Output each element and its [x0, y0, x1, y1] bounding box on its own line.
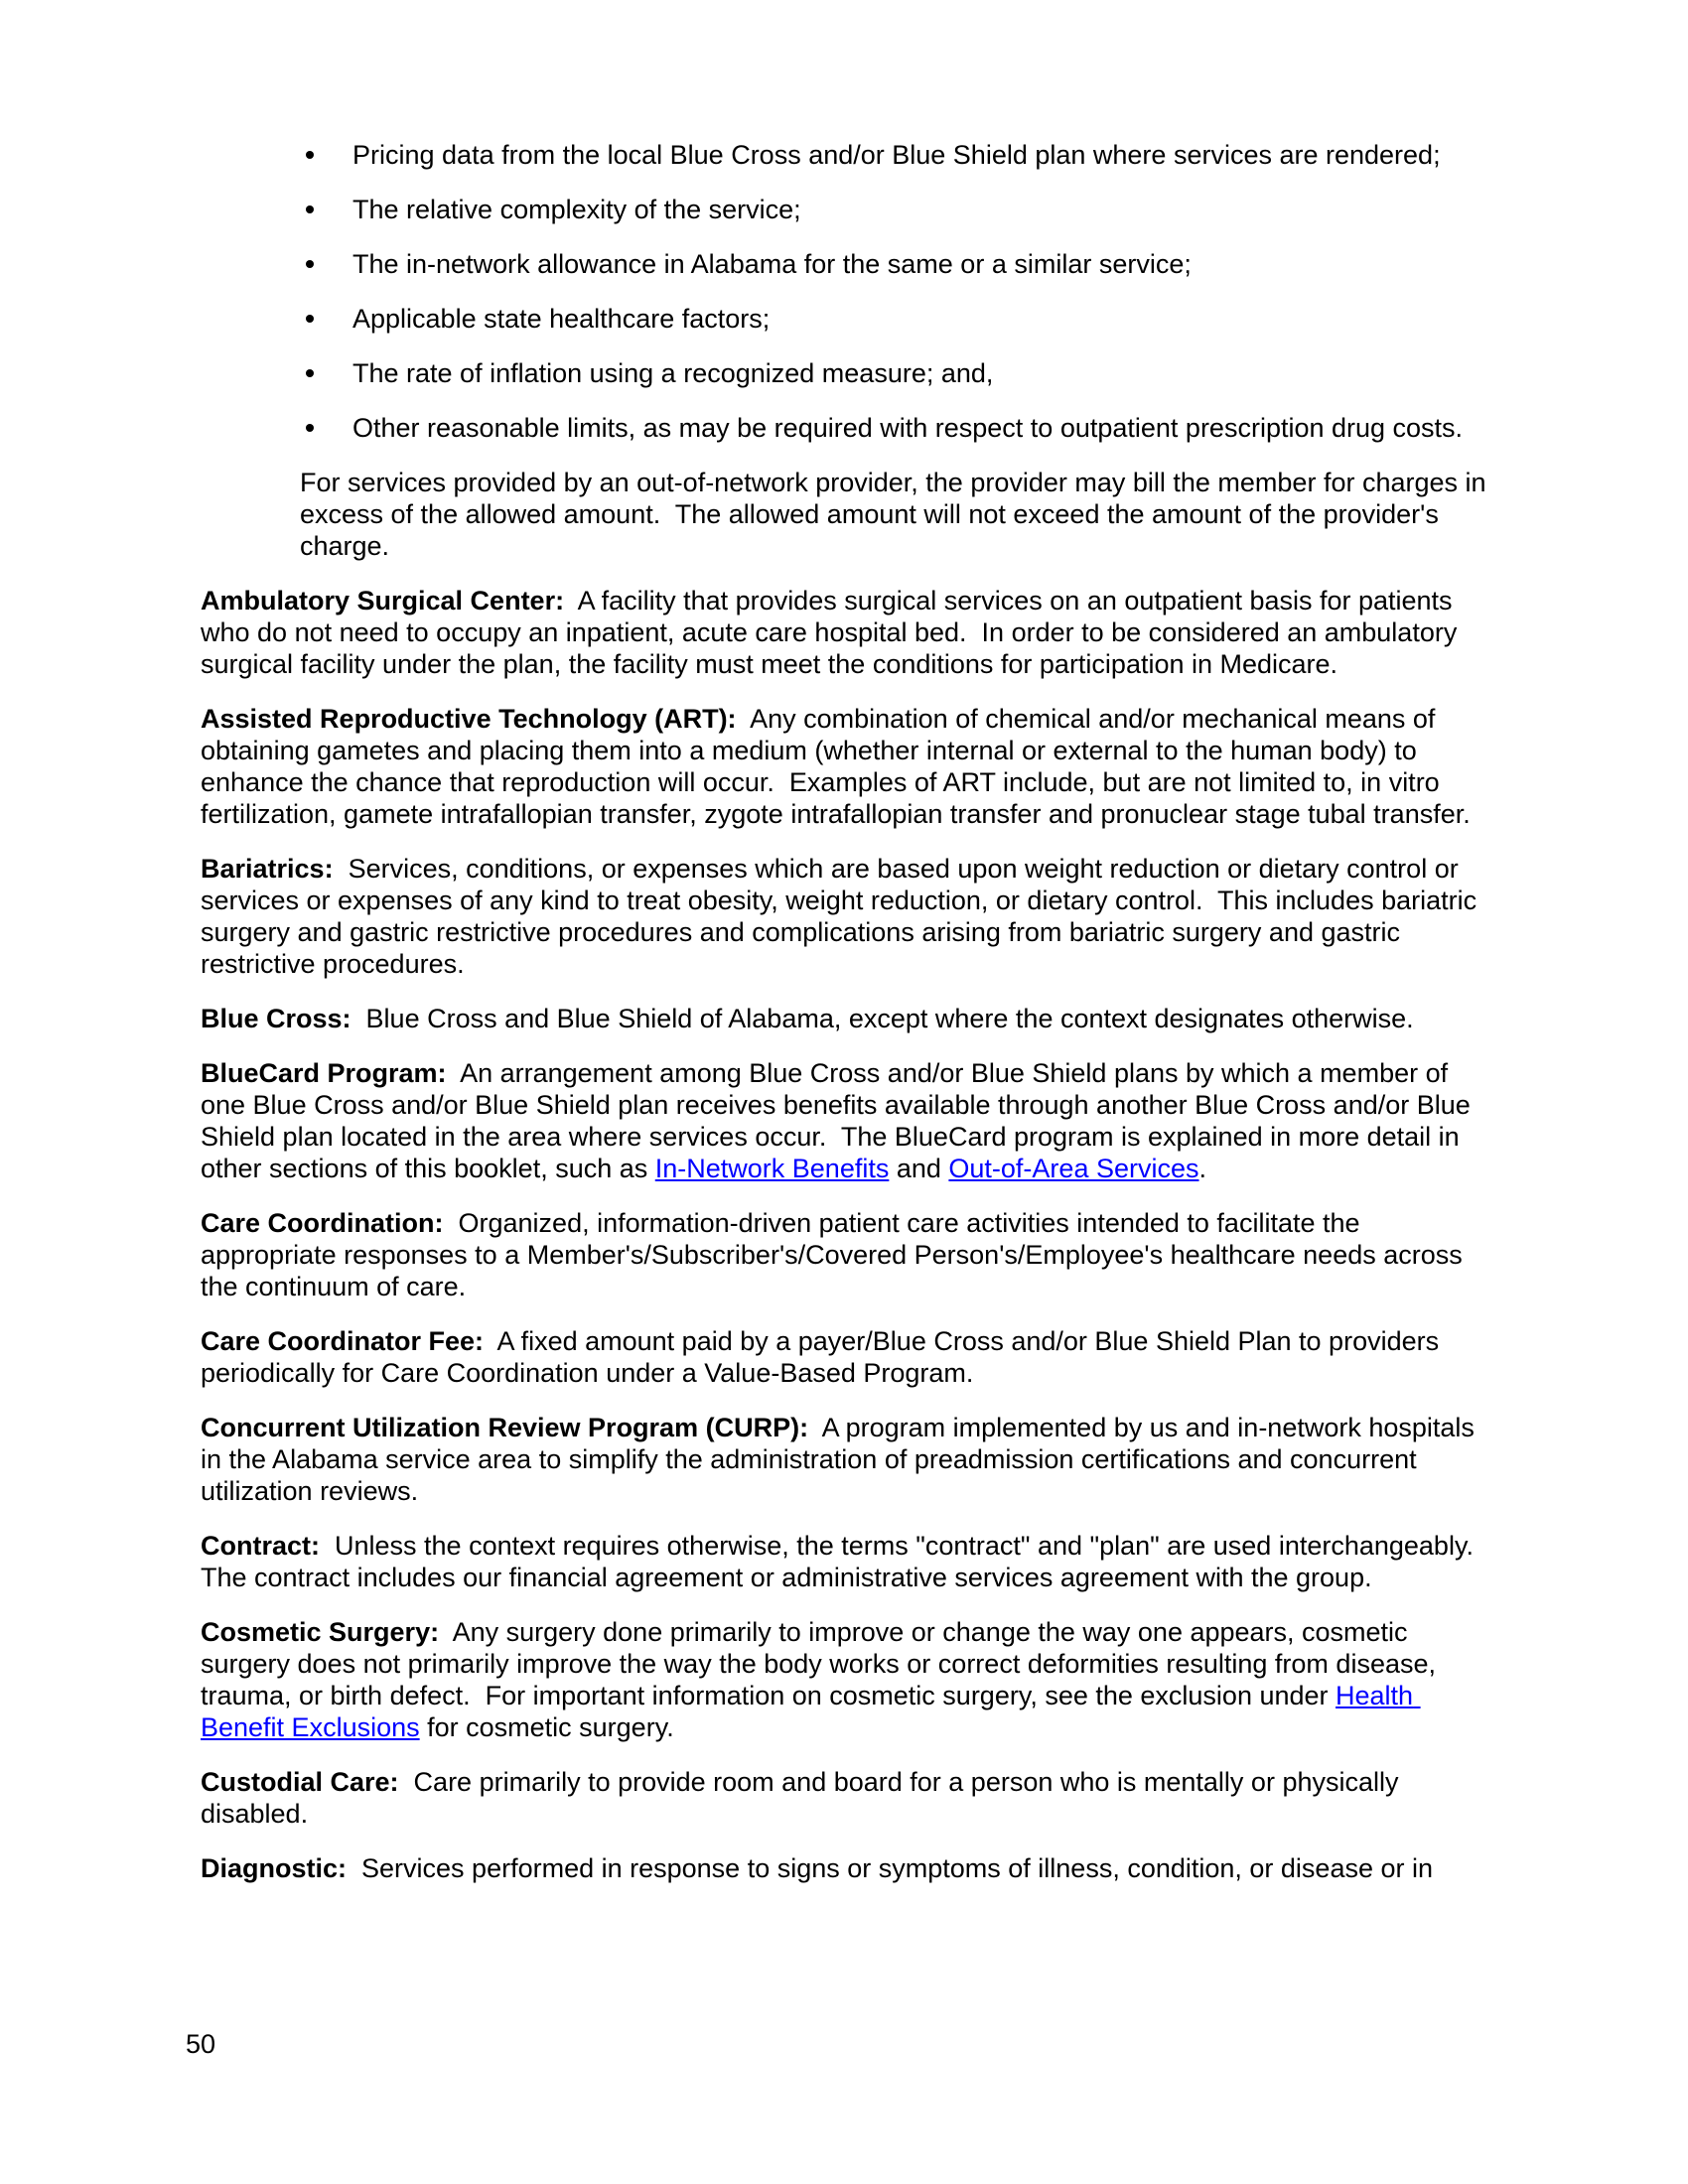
definition-paragraph [201, 1616, 1491, 1743]
definition-paragraph [201, 1325, 1491, 1389]
definition-term: Diagnostic: [201, 1853, 348, 1883]
definition-paragraph [201, 1852, 1491, 1884]
bullet-text: Pricing data from the local Blue Cross and/or Blue Shield plan where services are rendered; [352, 140, 1441, 170]
definition-paragraph [201, 1412, 1491, 1507]
definition-term: Contract: [201, 1531, 320, 1561]
bullet-icon [306, 369, 314, 377]
definition-paragraph [201, 1530, 1491, 1593]
definition-text: A facility that provides surgical services on an outpatient basis for patients who do not need to occupy an inpatient, acute care hospital bed. In order to be considered an ambulatory surgical facility under the plan, the facility must meet the conditions for participation in Medicare. [201, 586, 1465, 679]
definition-text: Any surgery done primarily to improve or change the way one appears, cosmetic surgery does not primarily improve the way the body works or correct deformities resulting from disease, trauma, or birth defect. For important information on cosmetic surgery, see the exclusion under [201, 1617, 1444, 1710]
definition-term: Assisted Reproductive Technology (ART): [201, 704, 737, 734]
in-network-benefits-link[interactable]: In-Network Benefits [654, 1154, 890, 1183]
definition-term: Concurrent Utilization Review Program (CURP): [201, 1413, 809, 1442]
bullet-item [306, 194, 1491, 225]
bullet-icon [306, 260, 314, 268]
bullet-item [306, 357, 1491, 389]
bullet-icon [306, 205, 314, 213]
definition-paragraph [201, 585, 1491, 680]
page-number: 50 [186, 2029, 216, 2059]
definition-paragraph [201, 853, 1491, 980]
definition-term: Blue Cross: [201, 1004, 352, 1033]
bullet-item [306, 412, 1491, 444]
bullet-text: Applicable state healthcare factors; [352, 304, 771, 334]
bullet-text: Other reasonable limits, as may be required with respect to outpatient prescription drug costs. [352, 413, 1464, 443]
definition-paragraph [201, 1207, 1491, 1302]
definition-term: Care Coordinator Fee: [201, 1326, 485, 1356]
definition-text: for cosmetic surgery. [419, 1712, 674, 1742]
definition-text: Services performed in response to signs or symptoms of illness, condition, or disease or in [347, 1853, 1434, 1883]
definition-term: Bariatrics: [201, 854, 334, 884]
definition-text: Services, conditions, or expenses which are based upon weight reduction or dietary control or services or expenses of any kind to treat obesity, weight reduction, or dietary control. This includes bariatric surgery and gastric restrictive procedures and complications arising from bariatric surgery and gastric restrictive procedures. [201, 854, 1484, 979]
definition-paragraph [201, 1003, 1491, 1034]
definition-text: Organized, information-driven patient care activities intended to facilitate the appropriate responses to a Member's/Subscriber's/Covered Person's/Employee's healthcare needs across the continuum of care. [201, 1208, 1471, 1301]
definition-text: A program implemented by us and in-network hospitals in the Alabama service area to simplify the administration of preadmission certifications and concurrent utilization reviews. [201, 1413, 1482, 1506]
bullet-icon [306, 424, 314, 432]
definition-term: BlueCard Program: [201, 1058, 447, 1088]
bullet-text: The rate of inflation using a recognized measure; and, [352, 358, 994, 388]
definition-paragraph [201, 1766, 1491, 1830]
page-content [201, 139, 1494, 1907]
definition-text: Blue Cross and Blue Shield of Alabama, except where the context designates otherwise. [351, 1004, 1414, 1033]
definition-paragraph [201, 1057, 1491, 1184]
definition-term: Cosmetic Surgery: [201, 1617, 440, 1647]
definitions [201, 585, 1491, 1884]
bullet-icon [306, 315, 314, 323]
definition-text: . [1198, 1154, 1207, 1183]
definition-text: Care primarily to provide room and board for a person who is mentally or physically disabled. [201, 1767, 1406, 1829]
definition-text: and [889, 1154, 949, 1183]
definition-text: Any combination of chemical and/or mechanical means of obtaining gametes and placing them into a medium (whether internal or external to the human body) to enhance the chance that reproduction will occur. Examples of ART include, but are not limited to, in vitro fertilization, gamete intrafallopian transfer, zygote intrafallopian transfer and pronuclear stage tubal transfer. [201, 704, 1471, 829]
bullet-icon [306, 151, 314, 159]
definition-term: Ambulatory Surgical Center: [201, 586, 565, 615]
definition-text: A fixed amount paid by a payer/Blue Cross and/or Blue Shield Plan to providers periodically for Care Coordination under a Value-Based Program. [201, 1326, 1447, 1388]
definition-paragraph [201, 703, 1491, 830]
bullet-text: The relative complexity of the service; [352, 195, 801, 224]
bullet-item [306, 248, 1491, 280]
health-benefit-exclusions-link[interactable]: Health Benefit Exclusions [201, 1681, 1421, 1742]
bullet-item [306, 303, 1491, 335]
bullet-list [201, 139, 1491, 444]
bullet-item [306, 139, 1491, 171]
bullet-text: The in-network allowance in Alabama for the same or a similar service; [352, 249, 1192, 279]
definition-term: Custodial Care: [201, 1767, 399, 1797]
definition-term: Care Coordination: [201, 1208, 444, 1238]
out-of-area-services-link[interactable]: Out-of-Area Services [948, 1154, 1199, 1183]
allowed-amount-paragraph: For services provided by an out-of-network provider, the provider may bill the member for charges in excess of the allowed amount. The allowed amount will not exceed the amount of the provider's charge. [300, 468, 1494, 561]
definition-text: Unless the context requires otherwise, the terms "contract" and "plan" are used interchangeably. The contract includes our financial agreement or administrative services agreement with the group. [201, 1531, 1488, 1592]
definition-text: An arrangement among Blue Cross and/or Blue Shield plans by which a member of one Blue Cross and/or Blue Shield plan receives benefits available through another Blue Cross and/or Blue Shield plan located in the area where services occur. The BlueCard program is explained in more detail in other sections of this booklet, such as [201, 1058, 1478, 1183]
